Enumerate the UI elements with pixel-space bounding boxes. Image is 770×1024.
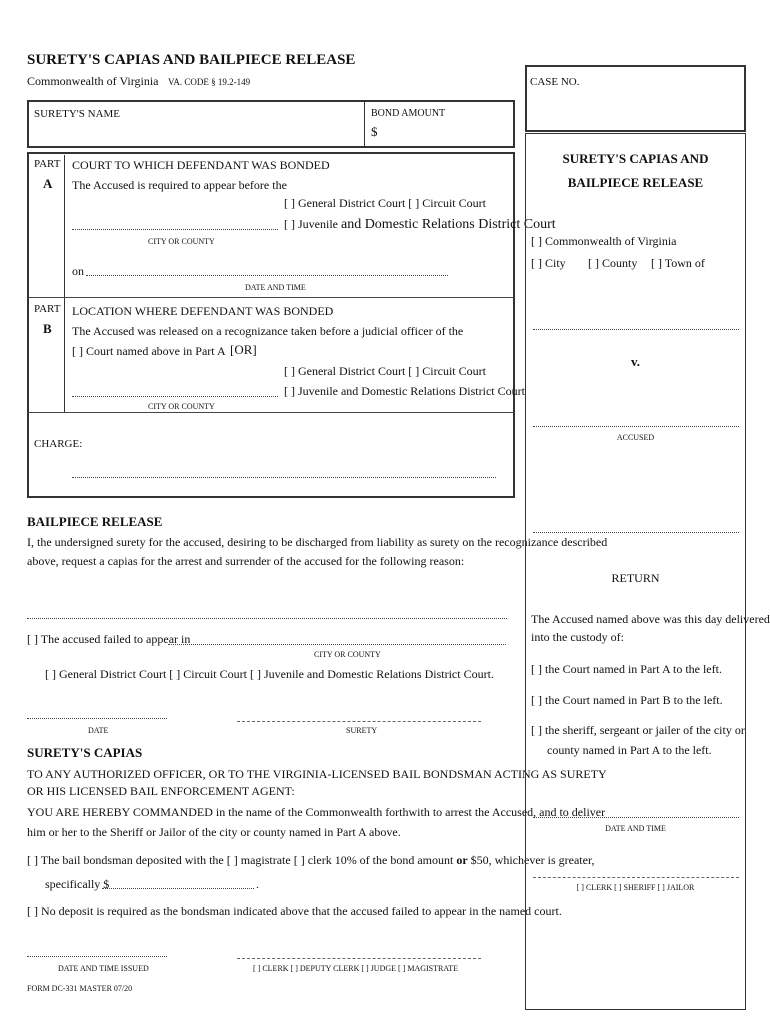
right-town-option[interactable]: [ ] Town of <box>651 256 705 270</box>
part-b-or-label: [OR] <box>230 342 257 357</box>
surety-signature-line[interactable] <box>237 721 481 722</box>
issuer-signature-line[interactable] <box>237 958 481 959</box>
part-b-divider <box>64 298 65 412</box>
va-code: VA. CODE § 19.2-149 <box>168 77 251 87</box>
accused-line-2[interactable] <box>533 532 739 533</box>
charge-line[interactable] <box>72 477 496 478</box>
return-text-1: The Accused named above was this day delivered <box>531 612 770 626</box>
bailpiece-text-1: I, the undersigned surety for the accused, desiring to be discharged from liability as surety on the recognizance described <box>27 535 608 549</box>
part-a-letter: A <box>43 176 53 191</box>
capias-heading: SURETY'S CAPIAS <box>27 745 143 760</box>
right-title-2: BAILPIECE RELEASE <box>567 175 704 190</box>
part-a-city-caption: CITY OR COUNTY <box>148 237 215 246</box>
return-option-sheriff[interactable]: [ ] the sheriff, sergeant or jailer of the city or <box>531 723 745 737</box>
right-county-option[interactable]: [ ] County <box>588 256 638 270</box>
form-number: FORM DC-331 MASTER 07/20 <box>27 984 133 993</box>
part-b-line1: The Accused was released on a recognizance taken before a judicial officer of the <box>72 324 464 338</box>
case-number-label: CASE NO. <box>530 76 580 88</box>
capias-line-3: YOU ARE HEREBY COMMANDED in the name of the Commonwealth forthwith to arrest the Accused, and to deliver <box>27 805 606 819</box>
bailpiece-reason-line[interactable] <box>27 618 507 619</box>
versus-label: v. <box>630 354 641 369</box>
surety-signature-caption: SURETY <box>346 726 378 735</box>
bailpiece-date-caption: DATE <box>88 726 109 735</box>
part-a-heading: COURT TO WHICH DEFENDANT WAS BONDED <box>72 158 330 172</box>
failed-city-caption: CITY OR COUNTY <box>314 650 381 659</box>
return-text-2: into the custody of: <box>531 630 624 644</box>
part-a-date-caption: DATE AND TIME <box>245 283 306 292</box>
return-role-options[interactable]: [ ] CLERK [ ] SHERIFF [ ] JAILOR <box>576 883 695 892</box>
part-b-heading: LOCATION WHERE DEFENDANT WAS BONDED <box>72 304 334 318</box>
part-a-on-label: on <box>72 264 84 278</box>
part-a-divider <box>64 155 65 298</box>
return-option-part-a[interactable]: [ ] the Court named in Part A to the left. <box>531 662 722 676</box>
bailpiece-date-line[interactable] <box>27 718 167 719</box>
commonwealth-label: Commonwealth of Virginia <box>27 74 159 88</box>
return-date-caption: DATE AND TIME <box>605 824 666 833</box>
specifically-label: specifically $ <box>45 877 110 891</box>
bailpiece-text-2: above, request a capias for the arrest and surrender of the accused for the following reason: <box>27 554 465 568</box>
part-b-court-options[interactable]: [ ] General District Court [ ] Circuit Court <box>284 364 486 378</box>
surety-box-divider <box>364 102 365 146</box>
right-commonwealth-option[interactable]: [ ] Commonwealth of Virginia <box>531 234 677 248</box>
part-a-city-line[interactable] <box>72 229 278 230</box>
accused-line[interactable] <box>533 426 739 427</box>
failed-to-appear-option[interactable]: [ ] The accused failed to appear in <box>27 632 191 646</box>
part-a-line1: The Accused is required to appear before the <box>72 178 287 192</box>
bailpiece-heading: BAILPIECE RELEASE <box>27 514 163 529</box>
date-issued-caption: DATE AND TIME ISSUED <box>58 964 149 973</box>
part-b-label: PART <box>34 303 61 315</box>
no-deposit-option[interactable]: [ ] No deposit is required as the bondsman indicated above that the accused failed to appear in the named court. <box>27 904 562 918</box>
failed-court-options[interactable]: [ ] General District Court [ ] Circuit Court [ ] Juvenile and Domestic Relations District Court. <box>45 667 494 681</box>
part-b-juvenile-option[interactable]: [ ] Juvenile and Domestic Relations District Court <box>284 384 525 398</box>
form-title: SURETY'S CAPIAS AND BAILPIECE RELEASE <box>27 52 356 68</box>
part-a-juvenile-option[interactable] <box>284 217 556 233</box>
charge-label: CHARGE: <box>34 438 83 450</box>
right-title-1: SURETY'S CAPIAS AND <box>562 151 709 166</box>
bond-amount-field[interactable] <box>384 124 508 142</box>
part-a-date-line[interactable] <box>86 275 448 276</box>
return-date-line[interactable] <box>533 817 739 818</box>
part-a-juvenile-rest: and Domestic Relations District Court <box>340 217 556 232</box>
capias-line-1: TO ANY AUTHORIZED OFFICER, OR TO THE VIRGINIA-LICENSED BAIL BONDSMAN ACTING AS SURETY <box>27 767 607 781</box>
return-option-part-b[interactable]: [ ] the Court named in Part B to the left. <box>531 693 723 707</box>
part-a-label: PART <box>34 158 61 170</box>
capias-line-4: him or her to the Sheriff or Jailor of the city or county named in Part A above. <box>27 825 401 839</box>
part-a-court-options[interactable]: [ ] General District Court [ ] Circuit Court <box>284 196 486 210</box>
part-b-bottom-rule <box>28 412 514 413</box>
specifically-period: . <box>256 877 259 891</box>
return-option-sheriff-2: county named in Part A to the left. <box>547 743 712 757</box>
part-b-city-line[interactable] <box>72 396 278 397</box>
deposit-or: or <box>456 853 468 867</box>
date-issued-line[interactable] <box>27 956 167 957</box>
failed-to-appear-city-line[interactable] <box>168 644 506 645</box>
bond-amount-symbol: $ <box>371 124 378 139</box>
deposit-text-a: [ ] The bail bondsman deposited with the [ ] magistrate [ ] clerk 10% of the bond amount <box>27 853 454 867</box>
right-jurisdiction-line[interactable] <box>533 329 739 330</box>
deposit-option[interactable] <box>27 853 594 868</box>
deposit-text-b: $50, whichever is greater, <box>470 853 595 867</box>
bond-amount-label: BOND AMOUNT <box>371 108 446 119</box>
part-b-letter: B <box>43 321 52 336</box>
right-city-option[interactable]: [ ] City <box>531 256 566 270</box>
capias-line-2: OR HIS LICENSED BAIL ENFORCEMENT AGENT: <box>27 784 295 798</box>
accused-caption: ACCUSED <box>616 433 655 442</box>
issuer-role-options[interactable]: [ ] CLERK [ ] DEPUTY CLERK [ ] JUDGE [ ] MAGISTRATE <box>253 964 459 973</box>
return-heading: RETURN <box>611 571 660 585</box>
part-b-city-caption: CITY OR COUNTY <box>148 402 215 411</box>
return-signature-line[interactable] <box>533 877 739 878</box>
part-b-court-a-option[interactable]: [ ] Court named above in Part A <box>72 344 226 358</box>
part-a-juvenile-prefix: [ ] Juvenile <box>284 217 338 231</box>
surety-name-field[interactable] <box>120 124 350 142</box>
part-a-bottom-rule <box>28 297 514 298</box>
surety-name-label: SURETY'S NAME <box>34 108 121 120</box>
specifically-amount-line[interactable] <box>102 888 254 889</box>
